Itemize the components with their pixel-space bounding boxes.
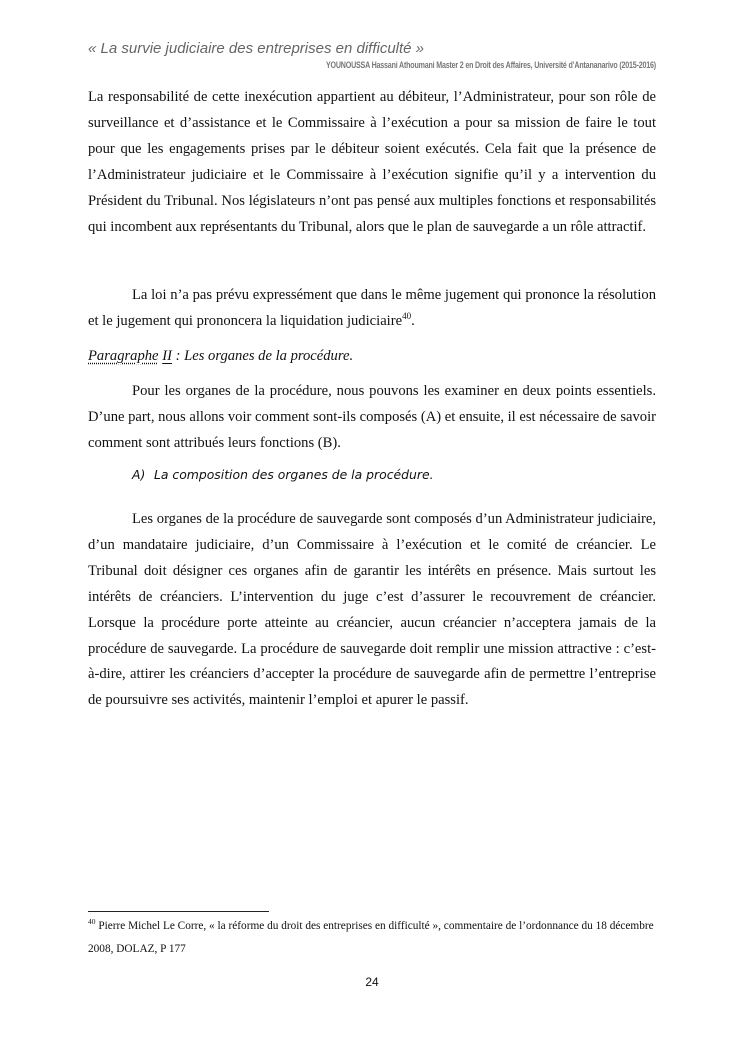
running-header-title: « La survie judiciaire des entreprises en difficulté »	[88, 40, 425, 57]
page-number: 24	[365, 975, 379, 989]
footnote-number: 40	[88, 917, 96, 927]
subheading-marker: A)	[132, 467, 146, 482]
section-heading-title: : Les organes de la procédure.	[171, 348, 354, 364]
paragraph-composition: Les organes de la procédure de sauvegarde sont composés d’un Administrateur judiciaire, d’un mandataire judiciaire, d’un Commissaire à l’exécution et le comité de créancier. Le Tribunal doit désigner ces organes afin de garantir les intérêts en présence. Mais surtout les intérêts de créanciers. L’intervention du juge c’est d’assurer le recouvrement de créancier. Lorsque la procédure porte atteinte au créancier, aucun créancier n’acceptera jamais de la procédure de sauvegarde. La procédure de sauvegarde doit remplir une mission attractive : c’est-à-dire, attirer les créanciers d’accepter la procédure de sauvegarde afin de permettre l’entreprise de poursuivre ses activités, maintenir l’emploi et apurer le passif.	[88, 511, 656, 709]
paragraph-loi-text: La loi n’a pas prévu expressément que dans le même jugement qui prononce la résolution et le jugement qui prononcera la liquidation judiciaire	[88, 287, 656, 329]
section-heading-paragraphe	[88, 344, 656, 370]
footnote	[88, 915, 656, 961]
paragraph-loi-end: .	[411, 312, 415, 329]
section-heading-number: II	[162, 348, 172, 364]
footnote-separator	[88, 911, 269, 912]
footnote-reference[interactable]: 40	[402, 311, 412, 322]
subheading-composition	[132, 467, 434, 482]
paragraph-loi	[88, 283, 656, 335]
footnote-text: Pierre Michel Le Corre, « la réforme du droit des entreprises en difficulté », commentaire de l’ordonnance du 18 décembre 2008, DOLAZ, P 177	[88, 920, 654, 955]
paragraph-organes: Pour les organes de la procédure, nous pouvons les examiner en deux points essentiels. D’une part, nous allons voir comment sont-ils composés (A) et ensuite, il est nécessaire de savoir comment sont attribués leurs fonctions (B).	[88, 383, 656, 451]
paragraph-responsabilite: La responsabilité de cette inexécution appartient au débiteur, l’Administrateur, pour son rôle de surveillance et d’assistance et le Commissaire à l’exécution a pour sa mission de faire le tout pour que les engagements prises par le débiteur soient exécutés. Cela fait que la présence de l’Administrateur judiciaire et le Commissaire à l’exécution signifie qu’il y a intervention du Président du Tribunal. Nos législateurs n’ont pas pensé aux multiples fonctions et responsabilités qui incombent aux représentants du Tribunal, alors que le plan de sauvegarde a un rôle attractif.	[88, 89, 656, 235]
running-header-author: YOUNOUSSA Hassani Athoumani Master 2 en Droit des Affaires, Université d’Antananarivo (2015-2016)	[325, 60, 656, 71]
subheading-text: La composition des organes de la procédure.	[153, 467, 434, 482]
section-heading-label: Paragraphe	[88, 348, 159, 364]
